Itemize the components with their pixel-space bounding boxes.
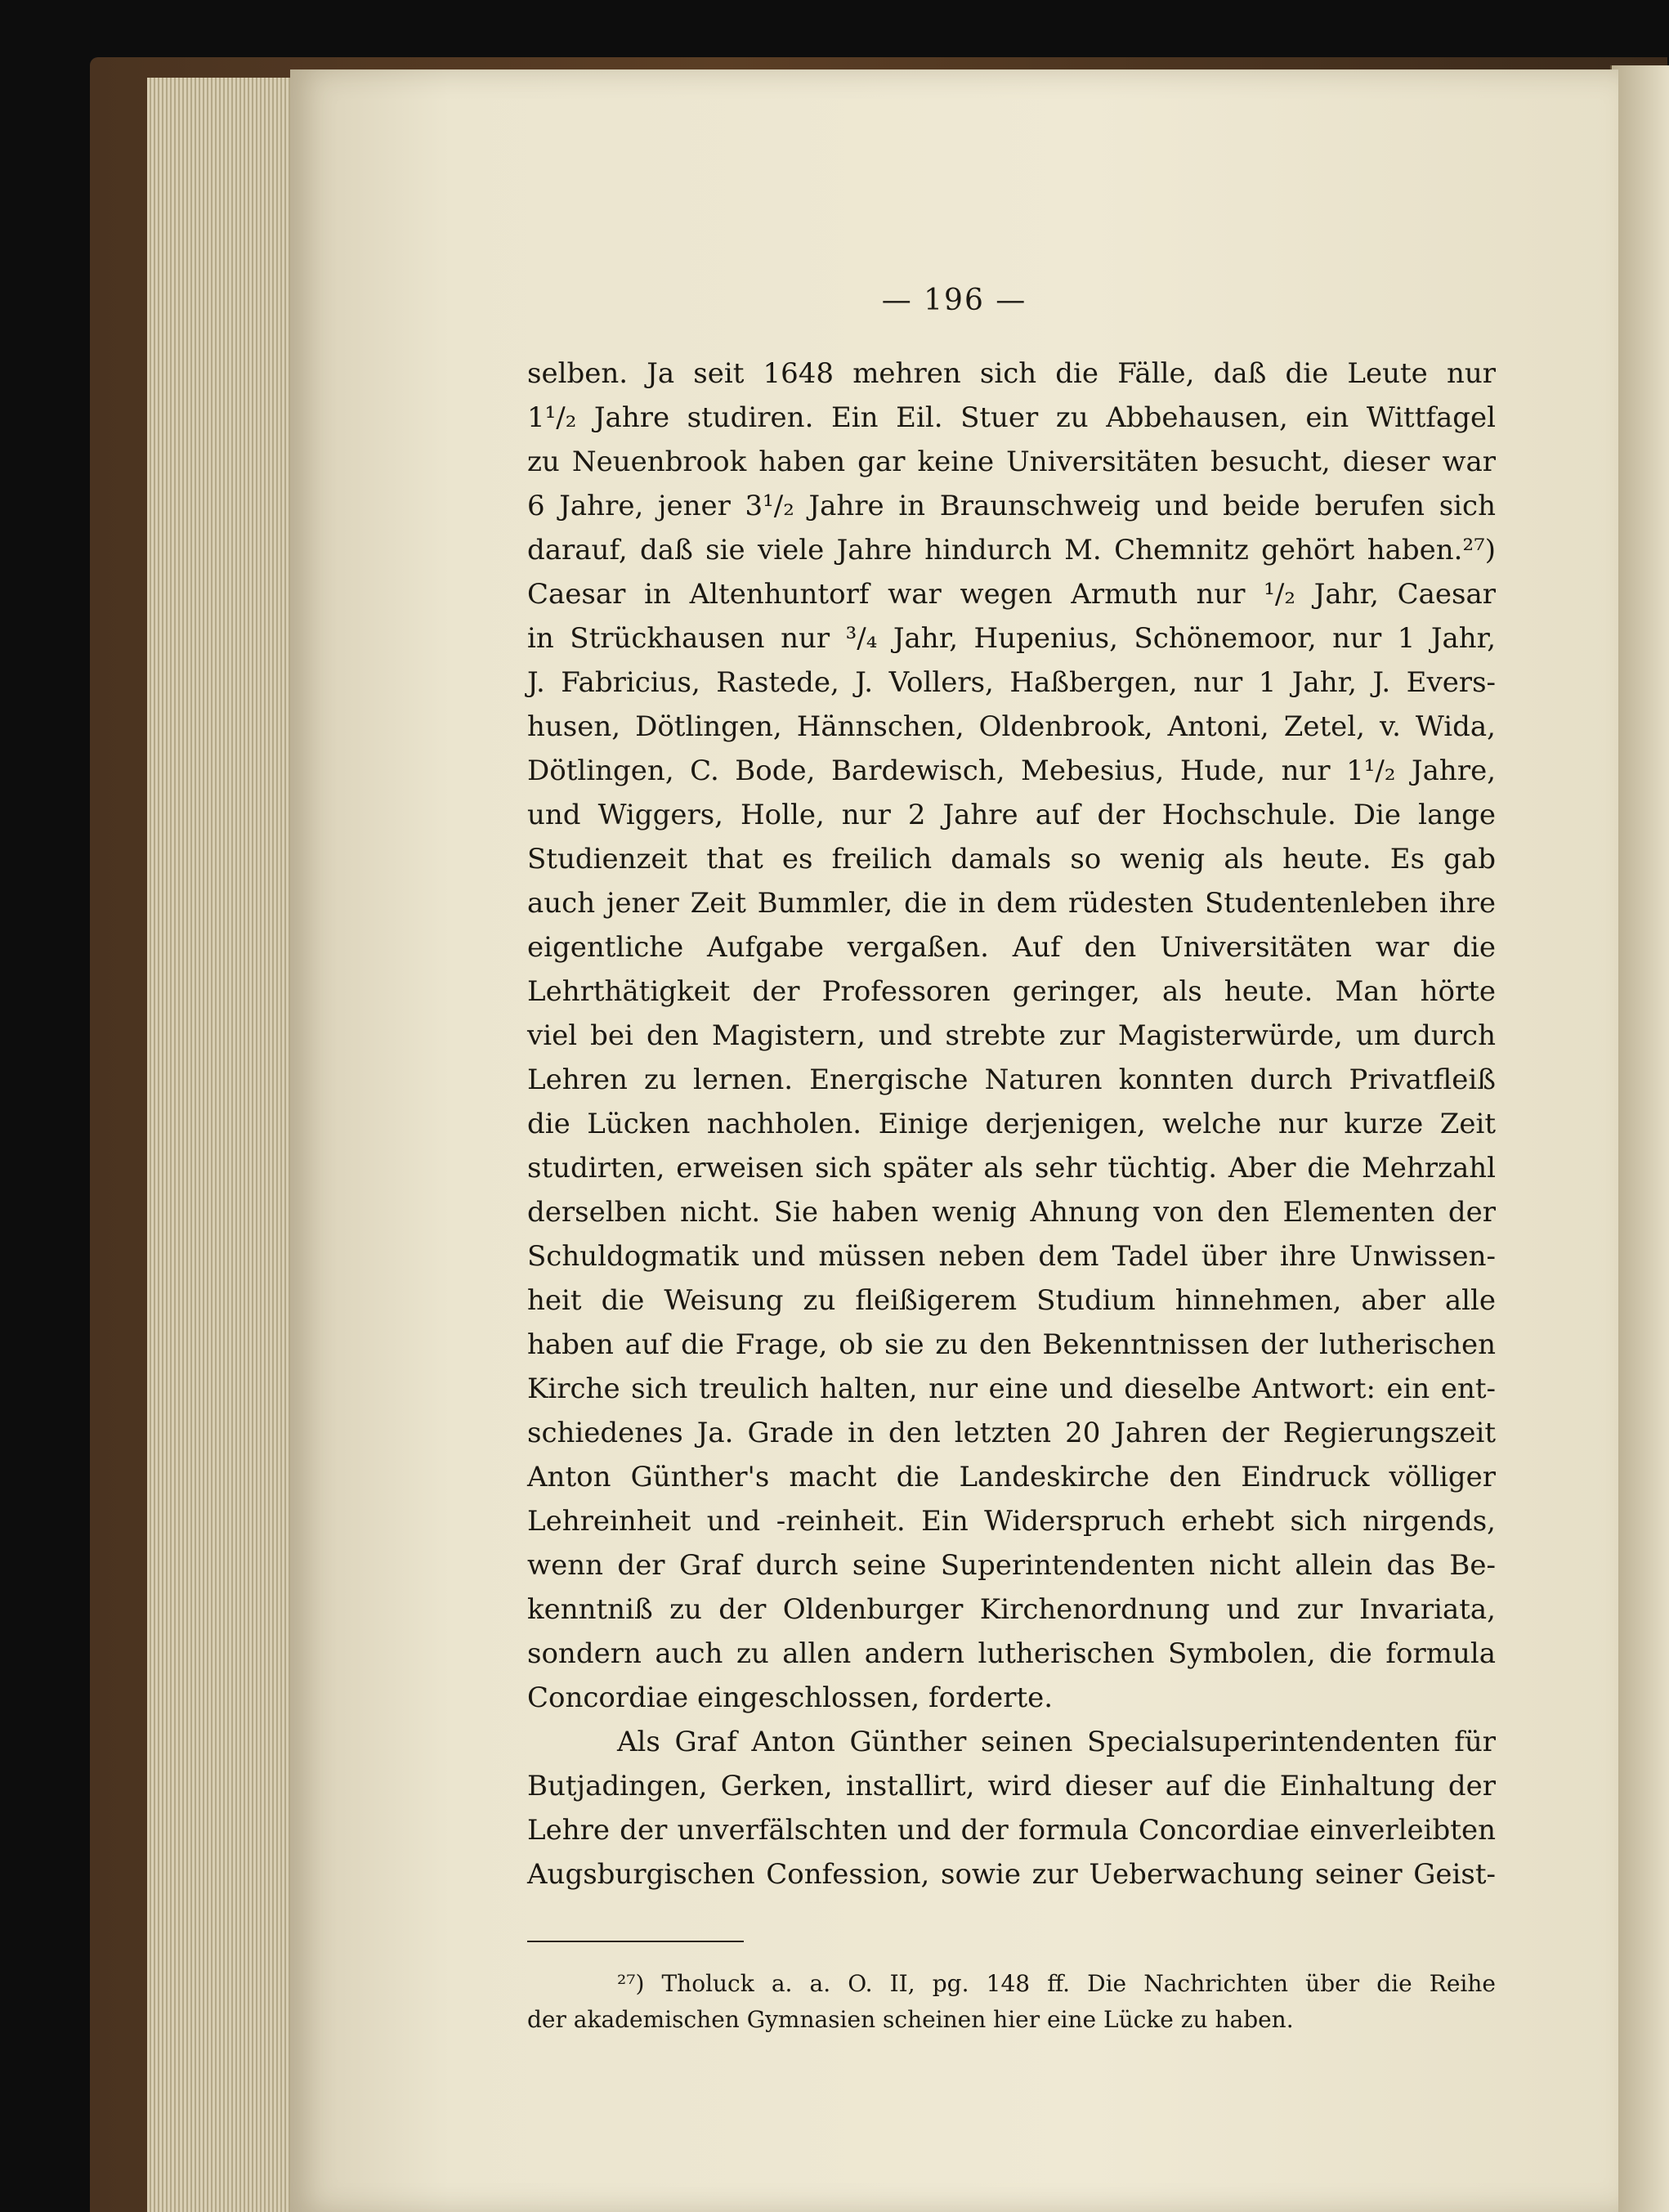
text-line: husen, Dötlingen, Hännschen, Oldenbrook, Antoni, Zetel, v. Wida, xyxy=(527,710,1496,743)
body-text xyxy=(527,352,1496,1896)
text-line: Kirche sich treulich halten, nur eine und dieselbe Antwort: ein ent- xyxy=(527,1372,1496,1405)
paragraph-start-line: Als Graf Anton Günther seinen Specialsuperintendenten für xyxy=(617,1726,1496,1758)
text-line: haben auf die Frage, ob sie zu den Bekenntnissen der lutherischen xyxy=(527,1328,1496,1361)
text-line: Lehren zu lernen. Energische Naturen konnten durch Privatfleiß xyxy=(527,1063,1496,1096)
text-line: Butjadingen, Gerken, installirt, wird dieser auf die Einhaltung der xyxy=(527,1770,1496,1802)
book-page xyxy=(290,69,1618,2212)
text-line: wenn der Graf durch seine Superintendenten nicht allein das Be- xyxy=(527,1549,1496,1582)
text-line: Schuldogmatik und müssen neben dem Tadel über ihre Unwissen- xyxy=(527,1240,1496,1273)
text-line: eigentliche Aufgabe vergaßen. Auf den Universitäten war die xyxy=(527,931,1496,964)
text-line: kenntniß zu der Oldenburger Kirchenordnung und zur Invariata, xyxy=(527,1593,1496,1626)
text-line: Augsburgischen Confession, sowie zur Ueberwachung seiner Geist- xyxy=(527,1858,1496,1891)
text-line: Lehreinheit und -reinheit. Ein Widerspruch erhebt sich nirgends, xyxy=(527,1505,1496,1538)
text-line: darauf, daß sie viele Jahre hindurch M. Chemnitz gehört haben.²⁷) xyxy=(527,534,1496,566)
footnote xyxy=(527,1966,1496,2038)
text-line: zu Neuenbrook haben gar keine Universitäten besucht, dieser war xyxy=(527,446,1496,478)
text-line: die Lücken nachholen. Einige derjenigen, welche nur kurze Zeit xyxy=(527,1108,1496,1140)
footnote-rule xyxy=(527,1941,744,1942)
text-line: in Strückhausen nur ³/₄ Jahr, Hupenius, Schönemoor, nur 1 Jahr, xyxy=(527,622,1496,655)
text-line: viel bei den Magistern, und strebte zur Magisterwürde, um durch xyxy=(527,1019,1496,1052)
footnote-line: ²⁷) Tholuck a. a. O. II, pg. 148 ff. Die Nachrichten über die Reihe xyxy=(617,1970,1496,1997)
text-line: sondern auch zu allen andern lutherischen Symbolen, die formula xyxy=(527,1637,1496,1670)
text-line: und Wiggers, Holle, nur 2 Jahre auf der Hochschule. Die lange xyxy=(527,799,1496,831)
text-line: Anton Günther's macht die Landeskirche den Eindruck völliger xyxy=(527,1461,1496,1493)
text-line: Lehrthätigkeit der Professoren geringer, als heute. Man hörte xyxy=(527,975,1496,1008)
footnote-line: der akademischen Gymnasien scheinen hier eine Lücke zu haben. xyxy=(527,2006,1294,2033)
text-line: heit die Weisung zu fleißigerem Studium hinnehmen, aber alle xyxy=(527,1284,1496,1317)
next-page-edge xyxy=(1610,65,1669,2212)
text-line: schiedenes Ja. Grade in den letzten 20 Jahren der Regierungszeit xyxy=(527,1417,1496,1449)
text-line: 6 Jahre, jener 3¹/₂ Jahre in Braunschweig und beide berufen sich xyxy=(527,490,1496,522)
text-line: 1¹/₂ Jahre studiren. Ein Eil. Stuer zu Abbehausen, ein Wittfagel xyxy=(527,401,1496,434)
text-line: Dötlingen, C. Bode, Bardewisch, Mebesius, Hude, nur 1¹/₂ Jahre, xyxy=(527,754,1496,787)
text-line: derselben nicht. Sie haben wenig Ahnung von den Elementen der xyxy=(527,1196,1496,1229)
text-line: Studienzeit that es freilich damals so wenig als heute. Es gab xyxy=(527,843,1496,875)
text-line: Caesar in Altenhuntorf war wegen Armuth nur ¹/₂ Jahr, Caesar xyxy=(527,578,1496,611)
paragraph-end-line: Concordiae eingeschlossen, forderte. xyxy=(527,1681,1054,1714)
page-number: — 196 — xyxy=(881,284,1027,317)
page-edges xyxy=(147,78,294,2212)
text-line: J. Fabricius, Rastede, J. Vollers, Haßbergen, nur 1 Jahr, J. Evers- xyxy=(527,666,1496,699)
text-line: auch jener Zeit Bummler, die in dem rüdesten Studentenleben ihre xyxy=(527,887,1496,920)
text-line: Lehre der unverfälschten und der formula Concordiae einverleibten xyxy=(527,1814,1496,1847)
text-line: selben. Ja seit 1648 mehren sich die Fälle, daß die Leute nur xyxy=(527,357,1496,390)
text-line: studirten, erweisen sich später als sehr tüchtig. Aber die Mehrzahl xyxy=(527,1152,1496,1184)
